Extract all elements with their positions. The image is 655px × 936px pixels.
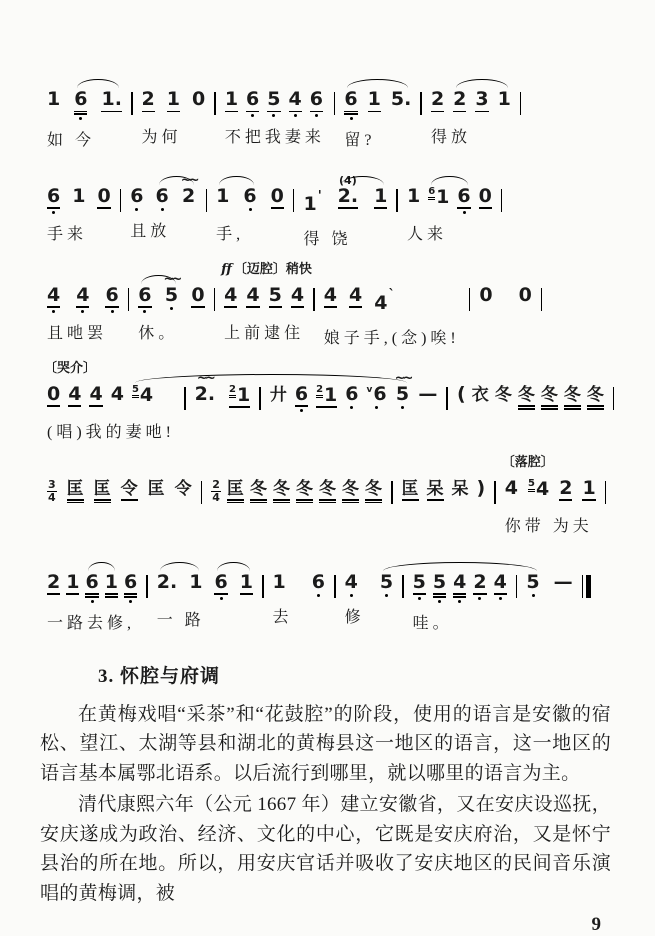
note: 1 xyxy=(72,184,86,207)
text-section xyxy=(40,661,611,909)
note: 5 4 xyxy=(528,477,550,500)
note: 4 xyxy=(89,382,103,405)
music-score xyxy=(40,60,611,633)
note: 1 xyxy=(66,570,80,593)
note: 2 xyxy=(47,570,61,593)
measure xyxy=(472,273,538,337)
note: 1 xyxy=(189,570,203,593)
measure xyxy=(135,77,213,147)
barline xyxy=(262,575,264,598)
note: 匡 xyxy=(67,466,84,512)
lyric-line: 手, xyxy=(216,225,245,243)
lyric-line: 留? xyxy=(344,131,376,149)
note: 冬 xyxy=(365,466,382,512)
note: 冬 xyxy=(564,372,581,418)
grace-note: 5 xyxy=(528,479,535,492)
paragraph-anqing: 清代康熙六年（公元 1667 年）建立安徽省，又在安庆设巡抚，安庆遂成为政治、经济、文化的中心，它既是安庆府治，又是怀宁县治的所在地。所以，用安庆官话并吸收了安庆地区的民间音乐演唱的黄梅调，被 xyxy=(40,794,611,904)
barline xyxy=(334,575,336,598)
note: 冬 xyxy=(319,466,336,512)
note: 6 xyxy=(156,174,169,214)
note: 5 xyxy=(526,560,539,600)
lyric-line: 一 路 xyxy=(156,611,205,629)
barline xyxy=(120,189,122,212)
note: 0 xyxy=(518,283,532,306)
note: 4 xyxy=(289,77,302,120)
barline xyxy=(131,92,133,115)
note: 4 xyxy=(110,382,124,405)
note: 6 xyxy=(246,77,259,120)
note: 冬 xyxy=(541,372,558,418)
lyric-line: 如 今 xyxy=(47,131,96,149)
note: 匡 xyxy=(147,478,165,498)
barline xyxy=(146,575,148,598)
lyric-line: 为何 xyxy=(141,128,182,146)
note: ~~ 2. xyxy=(194,370,216,405)
note: 4 xyxy=(47,273,60,316)
measure xyxy=(218,77,332,147)
note: 2 xyxy=(430,88,445,110)
barline xyxy=(494,481,496,504)
note: 6 xyxy=(295,372,308,415)
note: 6 xyxy=(130,174,143,214)
barline xyxy=(420,92,422,115)
barline xyxy=(214,288,216,311)
lyric-line xyxy=(270,420,438,440)
note: 5 4 xyxy=(131,383,154,406)
note: ~~ 5 xyxy=(395,372,411,412)
note: 4 xyxy=(224,283,238,306)
barline xyxy=(214,92,216,115)
barline xyxy=(520,92,522,115)
lyric-line xyxy=(195,420,251,440)
barline xyxy=(184,387,186,410)
music-system xyxy=(40,449,611,536)
barline xyxy=(541,288,543,311)
measure xyxy=(40,174,118,244)
note: 2 xyxy=(559,476,573,499)
note: 1 xyxy=(239,570,253,593)
note: 0 xyxy=(478,184,492,207)
note: — xyxy=(418,382,438,405)
note: 6 xyxy=(105,273,118,316)
barline xyxy=(206,189,208,212)
barline xyxy=(516,575,518,598)
note: 0 xyxy=(97,184,111,207)
time-signature: 3 4 xyxy=(48,477,56,504)
note: 4 ` xyxy=(374,287,395,314)
note: 6 xyxy=(345,372,358,412)
measure xyxy=(450,372,611,442)
note: (4) 2. xyxy=(337,173,359,207)
note: — xyxy=(553,570,573,593)
note: 3 xyxy=(475,88,489,110)
measure xyxy=(217,260,312,343)
measure xyxy=(395,466,493,533)
note: 5 xyxy=(267,77,280,120)
music-system xyxy=(40,157,611,249)
note: 4 xyxy=(76,273,89,316)
barline xyxy=(128,288,130,311)
grace-note: 2 xyxy=(316,385,323,398)
lyric-line xyxy=(47,516,192,536)
note: 冬 xyxy=(296,466,313,512)
score-annotation: 〔落腔〕 xyxy=(501,453,554,469)
page-number: 9 xyxy=(591,914,601,936)
note: 2 1 xyxy=(316,383,338,406)
lyric-line: 得 饶 xyxy=(303,230,352,248)
note: 2 1 xyxy=(229,383,251,406)
note: 廾 xyxy=(269,384,287,404)
note: 1 xyxy=(497,88,511,110)
lyric-line xyxy=(402,513,486,533)
note: 呆 xyxy=(451,478,469,498)
note: 冬 xyxy=(494,384,512,404)
note: 4 xyxy=(345,560,358,600)
paragraph-dialect: 在黄梅戏唱“采茶”和“花鼓腔”的阶段，使用的语言是安徽的宿松、望江、太湖等县和湖北的黄梅县这一地区的语言，这一地区的语言基本属鄂北语系。以后流行到哪里，就以哪里的语言为主。 xyxy=(40,703,611,784)
note: 令 xyxy=(174,478,192,498)
section-heading: 3. 怀腔与府调 xyxy=(98,665,221,687)
lyric-line xyxy=(526,604,572,624)
note: 1 xyxy=(374,184,388,207)
note: 2. xyxy=(156,570,178,593)
note: 6 xyxy=(85,560,98,606)
barline xyxy=(501,189,503,212)
note: 5 xyxy=(433,560,446,606)
note: 4 xyxy=(453,560,466,606)
note: ) xyxy=(476,476,486,499)
grace-note: 5 xyxy=(132,385,139,398)
measure xyxy=(40,273,126,343)
note: 冬 xyxy=(342,466,359,512)
lyric-line: 上前逮住 xyxy=(224,324,305,342)
measure xyxy=(40,466,199,536)
barline xyxy=(469,288,471,311)
music-system xyxy=(40,355,611,442)
note: 匡 xyxy=(402,466,419,509)
lyric-line: 哇。 xyxy=(412,614,453,632)
barline xyxy=(334,92,336,115)
note: ( xyxy=(457,382,466,405)
barline xyxy=(313,288,315,311)
lyric-line xyxy=(457,422,604,442)
barline xyxy=(582,575,584,598)
lyric-line: 且放 xyxy=(130,222,171,240)
note: 6 xyxy=(47,174,60,217)
barline xyxy=(391,481,393,504)
note: ~~ 5 xyxy=(164,273,180,313)
note: 1 ' xyxy=(303,188,322,215)
barline xyxy=(402,575,404,598)
music-system xyxy=(40,256,611,348)
grace-note: 6 xyxy=(428,187,435,200)
barline xyxy=(396,189,398,212)
note: 冬 xyxy=(250,466,267,512)
lyric-line: 你带 为夫 xyxy=(504,517,593,535)
lyric-line: 娘子手,(念)唉! xyxy=(323,329,460,347)
lyric-line xyxy=(211,516,382,536)
note: 6 xyxy=(243,174,256,214)
note: 6 xyxy=(138,273,151,316)
note: 0 xyxy=(270,184,284,207)
note: 0 xyxy=(191,88,206,110)
barline xyxy=(446,387,448,410)
grace-note: 2 xyxy=(229,385,236,398)
note: 5. xyxy=(390,88,412,110)
note: v 6 xyxy=(367,372,387,412)
barline xyxy=(605,481,607,504)
note: 1 xyxy=(105,560,118,606)
note: 6 xyxy=(214,560,227,603)
note: 6 xyxy=(124,560,137,606)
note: 1 xyxy=(367,88,381,110)
measure xyxy=(317,273,467,348)
note: 6 1 xyxy=(428,185,450,208)
note: 匡 xyxy=(94,466,111,512)
measure xyxy=(266,560,332,627)
note: 6 xyxy=(74,77,87,123)
note: 6 xyxy=(310,77,323,120)
note: 1 xyxy=(582,476,596,499)
note: 4 xyxy=(494,560,507,603)
barline xyxy=(613,387,615,410)
note: 6 xyxy=(312,560,325,600)
lyric-line: 手来 xyxy=(47,225,88,243)
note: 冬 xyxy=(273,466,290,512)
lyric-line: 人来 xyxy=(406,225,447,243)
note: 4 xyxy=(246,283,260,306)
lyric-line: 一路去修, xyxy=(47,614,136,632)
note: 0 xyxy=(47,382,61,405)
note: ~~ 2 xyxy=(180,172,197,207)
barline xyxy=(293,189,295,212)
note: 令 xyxy=(121,466,138,509)
lyric-line: 去 xyxy=(272,608,293,626)
lyric-line: 休。 xyxy=(138,324,179,342)
barline xyxy=(201,481,203,504)
note: 4 xyxy=(68,382,82,405)
score-annotation: 〔哭介〕 xyxy=(44,359,97,375)
note: 5 xyxy=(380,560,393,600)
lyric-line: 不把我妻来 xyxy=(224,128,325,146)
lyric-line: 且吔罢 xyxy=(47,324,108,342)
note: 4 xyxy=(323,283,337,306)
note: 6 xyxy=(457,174,470,217)
score-annotation: ff 〔迈腔〕稍快 xyxy=(221,260,312,277)
note: 呆 xyxy=(427,466,444,509)
note: 冬 xyxy=(518,372,535,418)
note: 1 xyxy=(216,184,230,207)
note: 冬 xyxy=(587,372,604,418)
note: 6 xyxy=(344,77,357,123)
lyric-line: 得放 xyxy=(430,128,471,146)
note: 5 xyxy=(268,283,282,306)
note: 衣 xyxy=(471,384,489,404)
note: 1 xyxy=(272,570,286,593)
note: 4 xyxy=(290,283,305,306)
note: 1 xyxy=(166,88,180,110)
note: 1 xyxy=(47,88,61,110)
note: 0 xyxy=(191,283,205,306)
barline xyxy=(259,387,261,410)
note: 1. xyxy=(101,88,122,110)
note: 5 xyxy=(413,560,426,603)
note: 1 xyxy=(406,184,421,207)
note: 4 xyxy=(349,283,363,306)
measure xyxy=(296,174,394,249)
note: 2 xyxy=(473,560,486,603)
measure xyxy=(498,453,603,536)
note: 2 xyxy=(453,88,467,110)
note: 0 xyxy=(479,283,493,306)
measure xyxy=(204,466,389,536)
music-system xyxy=(40,543,611,633)
note: 1 xyxy=(224,88,239,110)
final-barline xyxy=(586,575,591,598)
note: 4 xyxy=(504,476,519,499)
music-system xyxy=(40,60,611,150)
note: 匡 xyxy=(227,466,244,512)
lyric-line xyxy=(479,317,531,337)
note: 2 xyxy=(141,88,155,110)
time-signature: 2 4 xyxy=(212,477,220,504)
lyric-line: 修 xyxy=(344,608,365,626)
lyric-line: (唱)我的妻吔! xyxy=(47,423,175,441)
